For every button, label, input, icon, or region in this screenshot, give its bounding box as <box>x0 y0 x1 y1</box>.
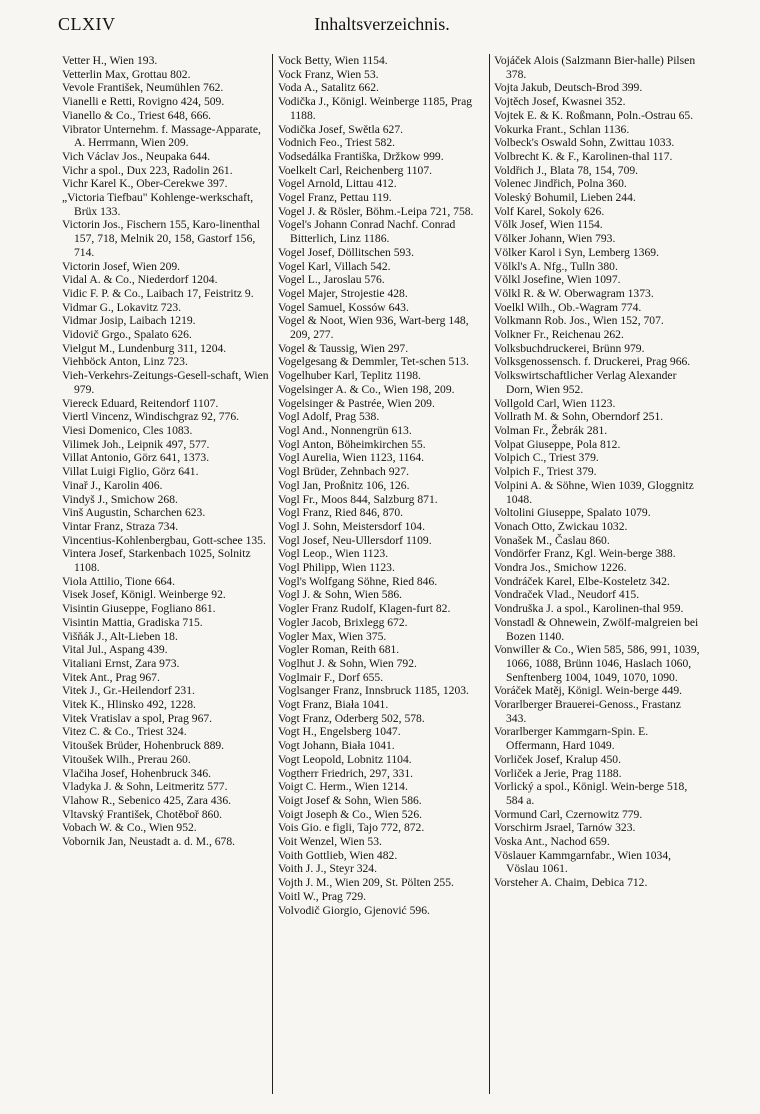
index-entry: Vogl And., Nonnengrün 613. <box>278 423 412 437</box>
index-entry: Voráček Matěj, Königl. Wein-berge 449. <box>494 684 683 698</box>
index-entry: Voelkelt Carl, Reichenberg 1107. <box>278 163 433 177</box>
index-column-2 <box>278 54 486 1094</box>
index-entry: Vitoušek Brüder, Hohenbruck 889. <box>62 739 225 753</box>
index-entry: Vodnich Feo., Triest 582. <box>278 136 396 150</box>
index-entry: Vogel Arnold, Littau 412. <box>278 177 397 191</box>
index-entry: Volpich C., Triest 379. <box>494 451 599 465</box>
index-entry: Vetter H., Wien 193. <box>62 54 158 67</box>
index-entry: Vobach W. & Co., Wien 952. <box>62 821 197 835</box>
index-entry: Vonašek M., Časlau 860. <box>494 533 610 547</box>
index-entry: Vogl Philipp, Wien 1123. <box>278 561 395 575</box>
index-entry: Vogl Fr., Moos 844, Salzburg 871. <box>278 492 438 506</box>
index-entry: Völkl's A. Nfg., Tulln 380. <box>494 259 618 273</box>
index-entry: Vojth J. M., Wien 209, St. Pölten 255. <box>278 876 454 890</box>
index-entry: Vogelgesang & Demmler, Tet-schen 513. <box>278 355 469 369</box>
index-entry: Vorliček a Jerie, Prag 1188. <box>494 766 622 780</box>
index-entry: Vogt Leopold, Lobnitz 1104. <box>278 752 412 766</box>
index-entry: Vibrator Unternehm. f. Massage-Apparate, A. Herrmann, Wien 209. <box>62 122 261 150</box>
index-entry: Vitek J., Gr.-Heilendorf 231. <box>62 684 195 698</box>
page-title: Inhaltsverzeichnis. <box>314 14 450 34</box>
index-entry: Völkl R. & W. Oberwagram 1373. <box>494 286 654 300</box>
index-column-3 <box>494 54 702 1094</box>
index-entry: Vodsedálka Františka, Držkow 999. <box>278 149 444 163</box>
index-entry: Vianello & Co., Triest 648, 666. <box>62 108 212 122</box>
index-entry: Vianelli e Retti, Rovigno 424, 509. <box>62 95 225 109</box>
index-entry: Volf Karel, Sokoly 626. <box>494 204 605 218</box>
index-entry: Vlačiha Josef, Hohenbruck 346. <box>62 766 212 780</box>
index-entry: Voglsanger Franz, Innsbruck 1185, 1203. <box>278 684 469 698</box>
index-entry: Viesi Domenico, Cles 1083. <box>62 423 193 437</box>
index-entry: Volksgenossensch. f. Druckerei, Prag 966. <box>494 355 691 369</box>
index-entry: Vogel L., Jaroslau 576. <box>278 273 385 287</box>
index-entry: Völk Josef, Wien 1154. <box>494 218 603 232</box>
column-divider <box>272 54 273 1094</box>
index-entry: Vlahow R., Sebenico 425, Zara 436. <box>62 793 232 807</box>
index-entry: Victorin Jos., Fischern 155, Karo-linenthal 157, 718, Melnik 20, 158, Gastorf 156, 714. <box>62 218 260 259</box>
index-entry: Višňák J., Alt-Lieben 18. <box>62 629 178 643</box>
index-entry: Vitek K., Hlinsko 492, 1228. <box>62 698 196 712</box>
index-entry: Vitoušek Wilh., Prerau 260. <box>62 752 191 766</box>
index-entry: Vogel's Johann Conrad Nachf. Conrad Bitterlich, Linz 1186. <box>278 218 456 246</box>
index-entry: Vogt Franz, Biała 1041. <box>278 698 389 712</box>
index-entry: Vojta Jakub, Deutsch-Brod 399. <box>494 81 643 95</box>
index-entry: Voigt Joseph & Co., Wien 526. <box>278 807 423 821</box>
index-entry: Vogel & Noot, Wien 936, Wart-berg 148, 209, 277. <box>278 314 469 342</box>
index-entry: Vonach Otto, Zwickau 1032. <box>494 519 628 533</box>
index-entry: Vondruška J. a spol., Karolinen-thal 959. <box>494 602 684 616</box>
index-entry: Volkswirtschaftlicher Verlag Alexander Dorn, Wien 952. <box>494 369 677 396</box>
index-entry: Vogl's Wolfgang Söhne, Ried 846. <box>278 574 438 588</box>
index-entry: Vladyka J. & Sohn, Leitmeritz 577. <box>62 780 228 794</box>
index-entry: Vogelsinger & Pastrée, Wien 209. <box>278 396 435 410</box>
index-entry: Vogt Franz, Oderberg 502, 578. <box>278 711 425 725</box>
index-entry: Vock Franz, Wien 53. <box>278 67 379 81</box>
page-header <box>58 14 706 42</box>
index-entry: Volkmann Rob. Jos., Wien 152, 707. <box>494 314 664 328</box>
index-entry: Vinš Augustin, Scharchen 623. <box>62 506 206 520</box>
index-entry: Viehböck Anton, Linz 723. <box>62 355 188 369</box>
index-entry: Vonwiller & Co., Wien 585, 586, 991, 1039, 1066, 1088, Brünn 1046, Haslach 1060, Senftenberg 1004, 1049, 1070, 1090. <box>494 643 700 684</box>
index-entry: Voda A., Satalitz 662. <box>278 81 379 95</box>
index-entry: Visek Josef, Königl. Weinberge 92. <box>62 588 226 602</box>
index-entry: Vidal A. & Co., Niederdorf 1204. <box>62 273 218 287</box>
index-entry: Viola Attilio, Tione 664. <box>62 574 176 588</box>
index-entry: Völker Karol i Syn, Lemberg 1369. <box>494 245 659 259</box>
index-entry: Völkl Josefine, Wien 1097. <box>494 273 621 287</box>
index-entry: Vogt H., Engelsberg 1047. <box>278 725 401 739</box>
index-entry: Vogel Karl, Villach 542. <box>278 259 391 273</box>
index-entry: Vogelhuber Karl, Teplitz 1198. <box>278 369 421 383</box>
index-entry: Vintar Franz, Straza 734. <box>62 519 179 533</box>
index-column-1 <box>62 54 270 1094</box>
index-entry: Volpich F., Triest 379. <box>494 465 597 479</box>
index-entry: Vogler Franz Rudolf, Klagen-furt 82. <box>278 602 451 616</box>
index-entry: Vogler Max, Wien 375. <box>278 629 387 643</box>
index-entry: Vidmar Josip, Laibach 1219. <box>62 314 196 328</box>
index-entry: Vormund Carl, Czernowitz 779. <box>494 807 643 821</box>
index-entry: Vogel Majer, Strojestie 428. <box>278 286 408 300</box>
index-entry: Vinař J., Karolin 406. <box>62 478 163 492</box>
index-entry: Voska Ant., Nachod 659. <box>494 835 610 849</box>
index-entry: Voltolini Giuseppe, Spalato 1079. <box>494 506 651 520</box>
index-entry: Vogel J. & Rösler, Böhm.-Leipa 721, 758. <box>278 204 474 218</box>
index-entry: Vitek Ant., Prag 967. <box>62 670 160 684</box>
index-entry: Volkner Fr., Reichenau 262. <box>494 328 624 342</box>
index-entry: Vogelsinger A. & Co., Wien 198, 209. <box>278 382 455 396</box>
index-entry: „Victoria Tiefbau" Kohlenge-werkschaft, Brüx 133. <box>62 191 254 218</box>
index-entry: Vock Betty, Wien 1154. <box>278 54 388 67</box>
index-entry: Vodička J., Königl. Weinberge 1185, Prag 1188. <box>278 95 473 122</box>
index-entry: Vogl Jan, Proßnitz 106, 126. <box>278 478 410 492</box>
index-entry: Vincentius-Kohlenbergbau, Gott-schee 135. <box>62 533 266 547</box>
index-entry: Vogl J. & Sohn, Wien 586. <box>278 588 403 602</box>
index-entry: Vichr a spol., Dux 223, Radolin 261. <box>62 163 233 177</box>
index-entry: Voelkl Wilh., Ob.-Wagram 774. <box>494 300 642 314</box>
index-entry: Vevole František, Neumühlen 762. <box>62 81 224 95</box>
index-entry: Vogt Johann, Biała 1041. <box>278 739 395 753</box>
index-entry: Volpini A. & Söhne, Wien 1039, Gloggnitz 1048. <box>494 478 694 506</box>
index-entry: Vogel Samuel, Kossów 643. <box>278 300 409 314</box>
index-entry: Vielgut M., Lundenburg 311, 1204. <box>62 341 227 355</box>
index-entry: Vöslauer Kammgarnfabr., Wien 1034, Vöslau 1061. <box>494 848 672 876</box>
index-entry: Volenec Jindřich, Polna 360. <box>494 177 627 191</box>
index-entry: Vltavský František, Chotěboř 860. <box>62 807 223 821</box>
index-entry: Vitez C. & Co., Triest 324. <box>62 725 187 739</box>
index-entry: Voith Gottlieb, Wien 482. <box>278 848 398 862</box>
index-entry: Vorlický a spol., Königl. Wein-berge 518, 584 a. <box>494 780 688 807</box>
index-entry: Viereck Eduard, Reitendorf 1107. <box>62 396 219 410</box>
index-entry: Vidovič Grgo., Spalato 626. <box>62 328 192 342</box>
index-entry: Voigt Josef & Sohn, Wien 586. <box>278 793 422 807</box>
index-entry: Vitek Vratislav a spol, Prag 967. <box>62 711 213 725</box>
index-entry: Visintin Giuseppe, Fogliano 861. <box>62 602 216 616</box>
index-entry: Villat Luigi Figlio, Görz 641. <box>62 465 199 479</box>
index-entry: Vich Václav Jos., Neupaka 644. <box>62 149 211 163</box>
index-entry: Vojtek E. & K. Roßmann, Poln.-Ostrau 65. <box>494 108 694 122</box>
index-entry: Vodička Josef, Swětla 627. <box>278 122 404 136</box>
index-entry: Vorschirm Jsrael, Tarnów 323. <box>494 821 636 835</box>
index-entry: Vondraček Vlad., Neudorf 415. <box>494 588 640 602</box>
index-entry: Vogel & Taussig, Wien 297. <box>278 341 409 355</box>
index-entry: Vogl Franz, Ried 846, 870. <box>278 506 404 520</box>
index-entry: Vogl Adolf, Prag 538. <box>278 410 380 424</box>
index-entry: Victorin Josef, Wien 209. <box>62 259 181 273</box>
index-entry: Vogl Anton, Böheimkirchen 55. <box>278 437 426 451</box>
index-entry: Viertl Vincenz, Windischgraz 92, 776. <box>62 410 240 424</box>
index-entry: Volman Fr., Žebrák 281. <box>494 423 608 437</box>
index-entry: Voigt C. Herm., Wien 1214. <box>278 780 408 794</box>
index-entry: Vollrath M. & Sohn, Oberndorf 251. <box>494 410 664 424</box>
index-entry: Vonstadl & Ohnewein, Zwölf-malgreien bei Bozen 1140. <box>494 615 699 643</box>
index-entry: Vogel Josef, Döllitschen 593. <box>278 245 414 259</box>
index-entry: Vidic F. P. & Co., Laibach 17, Feistritz 9. <box>62 286 254 300</box>
index-entry: Vojáček Alois (Salzmann Bier-halle) Pilsen 378. <box>494 54 696 81</box>
index-entry: Vogel Franz, Pettau 119. <box>278 191 392 205</box>
index-entry: Vogl J. Sohn, Meistersdorf 104. <box>278 519 425 533</box>
index-entry: Volbeck's Oswald Sohn, Zwittau 1033. <box>494 136 675 150</box>
index-entry: Vogl Leop., Wien 1123. <box>278 547 389 561</box>
index-entry: Vieh-Verkehrs-Zeitungs-Gesell-schaft, Wien 979. <box>62 369 269 396</box>
index-entry: Vogl Brüder, Zehnbach 927. <box>278 465 410 479</box>
index-entry: Vogl Josef, Neu-Ullersdorf 1109. <box>278 533 432 547</box>
index-entry: Vintera Josef, Starkenbach 1025, Solnitz 1108. <box>62 547 251 575</box>
page-number: CLXIV <box>58 14 116 34</box>
index-entry: Vichr Karel K., Ober-Cerekwe 397. <box>62 177 228 191</box>
column-divider <box>489 54 490 1094</box>
index-entry: Voit Wenzel, Wien 53. <box>278 835 382 849</box>
index-entry: Vokurka Frant., Schlan 1136. <box>494 122 630 136</box>
index-entry: Vois Gio. e figli, Tajo 772, 872. <box>278 821 425 835</box>
index-entry: Vetterlin Max, Grottau 802. <box>62 67 191 81</box>
index-entry: Vitaliani Ernst, Zara 973. <box>62 656 180 670</box>
index-entry: Volbrecht K. & F., Karolinen-thal 117. <box>494 149 673 163</box>
index-entry: Vogtherr Friedrich, 297, 331. <box>278 766 414 780</box>
index-entry: Vondra Jos., Smichow 1226. <box>494 561 627 575</box>
index-entry: Vondörfer Franz, Kgl. Wein-berge 388. <box>494 547 676 561</box>
index-entry: Vilimek Joh., Leipnik 497, 577. <box>62 437 210 451</box>
index-entry: Vital Jul., Aspang 439. <box>62 643 168 657</box>
index-entry: Vondráček Karel, Elbe-Kosteletz 342. <box>494 574 670 588</box>
index-entry: Voitl W., Prag 729. <box>278 889 367 903</box>
index-entry: Volksbuchdruckerei, Brünn 979. <box>494 341 645 355</box>
index-entry: Vogl Aurelia, Wien 1123, 1164. <box>278 451 425 465</box>
index-entry: Voglhut J. & Sohn, Wien 792. <box>278 656 417 670</box>
index-entry: Villat Antonio, Görz 641, 1373. <box>62 451 210 465</box>
index-entry: Vorarlberger Brauerei-Genoss., Frastanz 343. <box>494 698 681 725</box>
index-entry: Volvodič Giorgio, Gjenović 596. <box>278 903 430 917</box>
index-entry: Vindyš J., Smichow 268. <box>62 492 178 506</box>
index-entry: Vojtěch Josef, Kwasnei 352. <box>494 95 626 109</box>
index-entry: Vorsteher A. Chaim, Debica 712. <box>494 876 648 890</box>
index-entry: Vidmar G., Lokavitz 723. <box>62 300 182 314</box>
index-entry: Vollgold Carl, Wien 1123. <box>494 396 616 410</box>
index-entry: Voleský Bohumil, Lieben 244. <box>494 191 636 205</box>
index-entry: Völker Johann, Wien 793. <box>494 232 616 246</box>
index-entry: Vorarlberger Kammgarn-Spin. E. Offermann, Hard 1049. <box>494 725 649 753</box>
index-entry: Vogler Jacob, Brixlegg 672. <box>278 615 408 629</box>
index-entry: Voith J. J., Steyr 324. <box>278 862 377 876</box>
index-entry: Volpat Giuseppe, Pola 812. <box>494 437 621 451</box>
index-entry: Vorliček Josef, Kralup 450. <box>494 752 621 766</box>
index-entry: Vobornik Jan, Neustadt a. d. M., 678. <box>62 835 236 849</box>
index-entry: Voglmair F., Dorf 655. <box>278 670 384 684</box>
index-entry: Vogler Roman, Reith 681. <box>278 643 400 657</box>
index-columns <box>62 54 704 1094</box>
index-entry: Visintin Mattia, Gradiska 715. <box>62 615 203 629</box>
index-entry: Voldřich J., Blata 78, 154, 709. <box>494 163 639 177</box>
